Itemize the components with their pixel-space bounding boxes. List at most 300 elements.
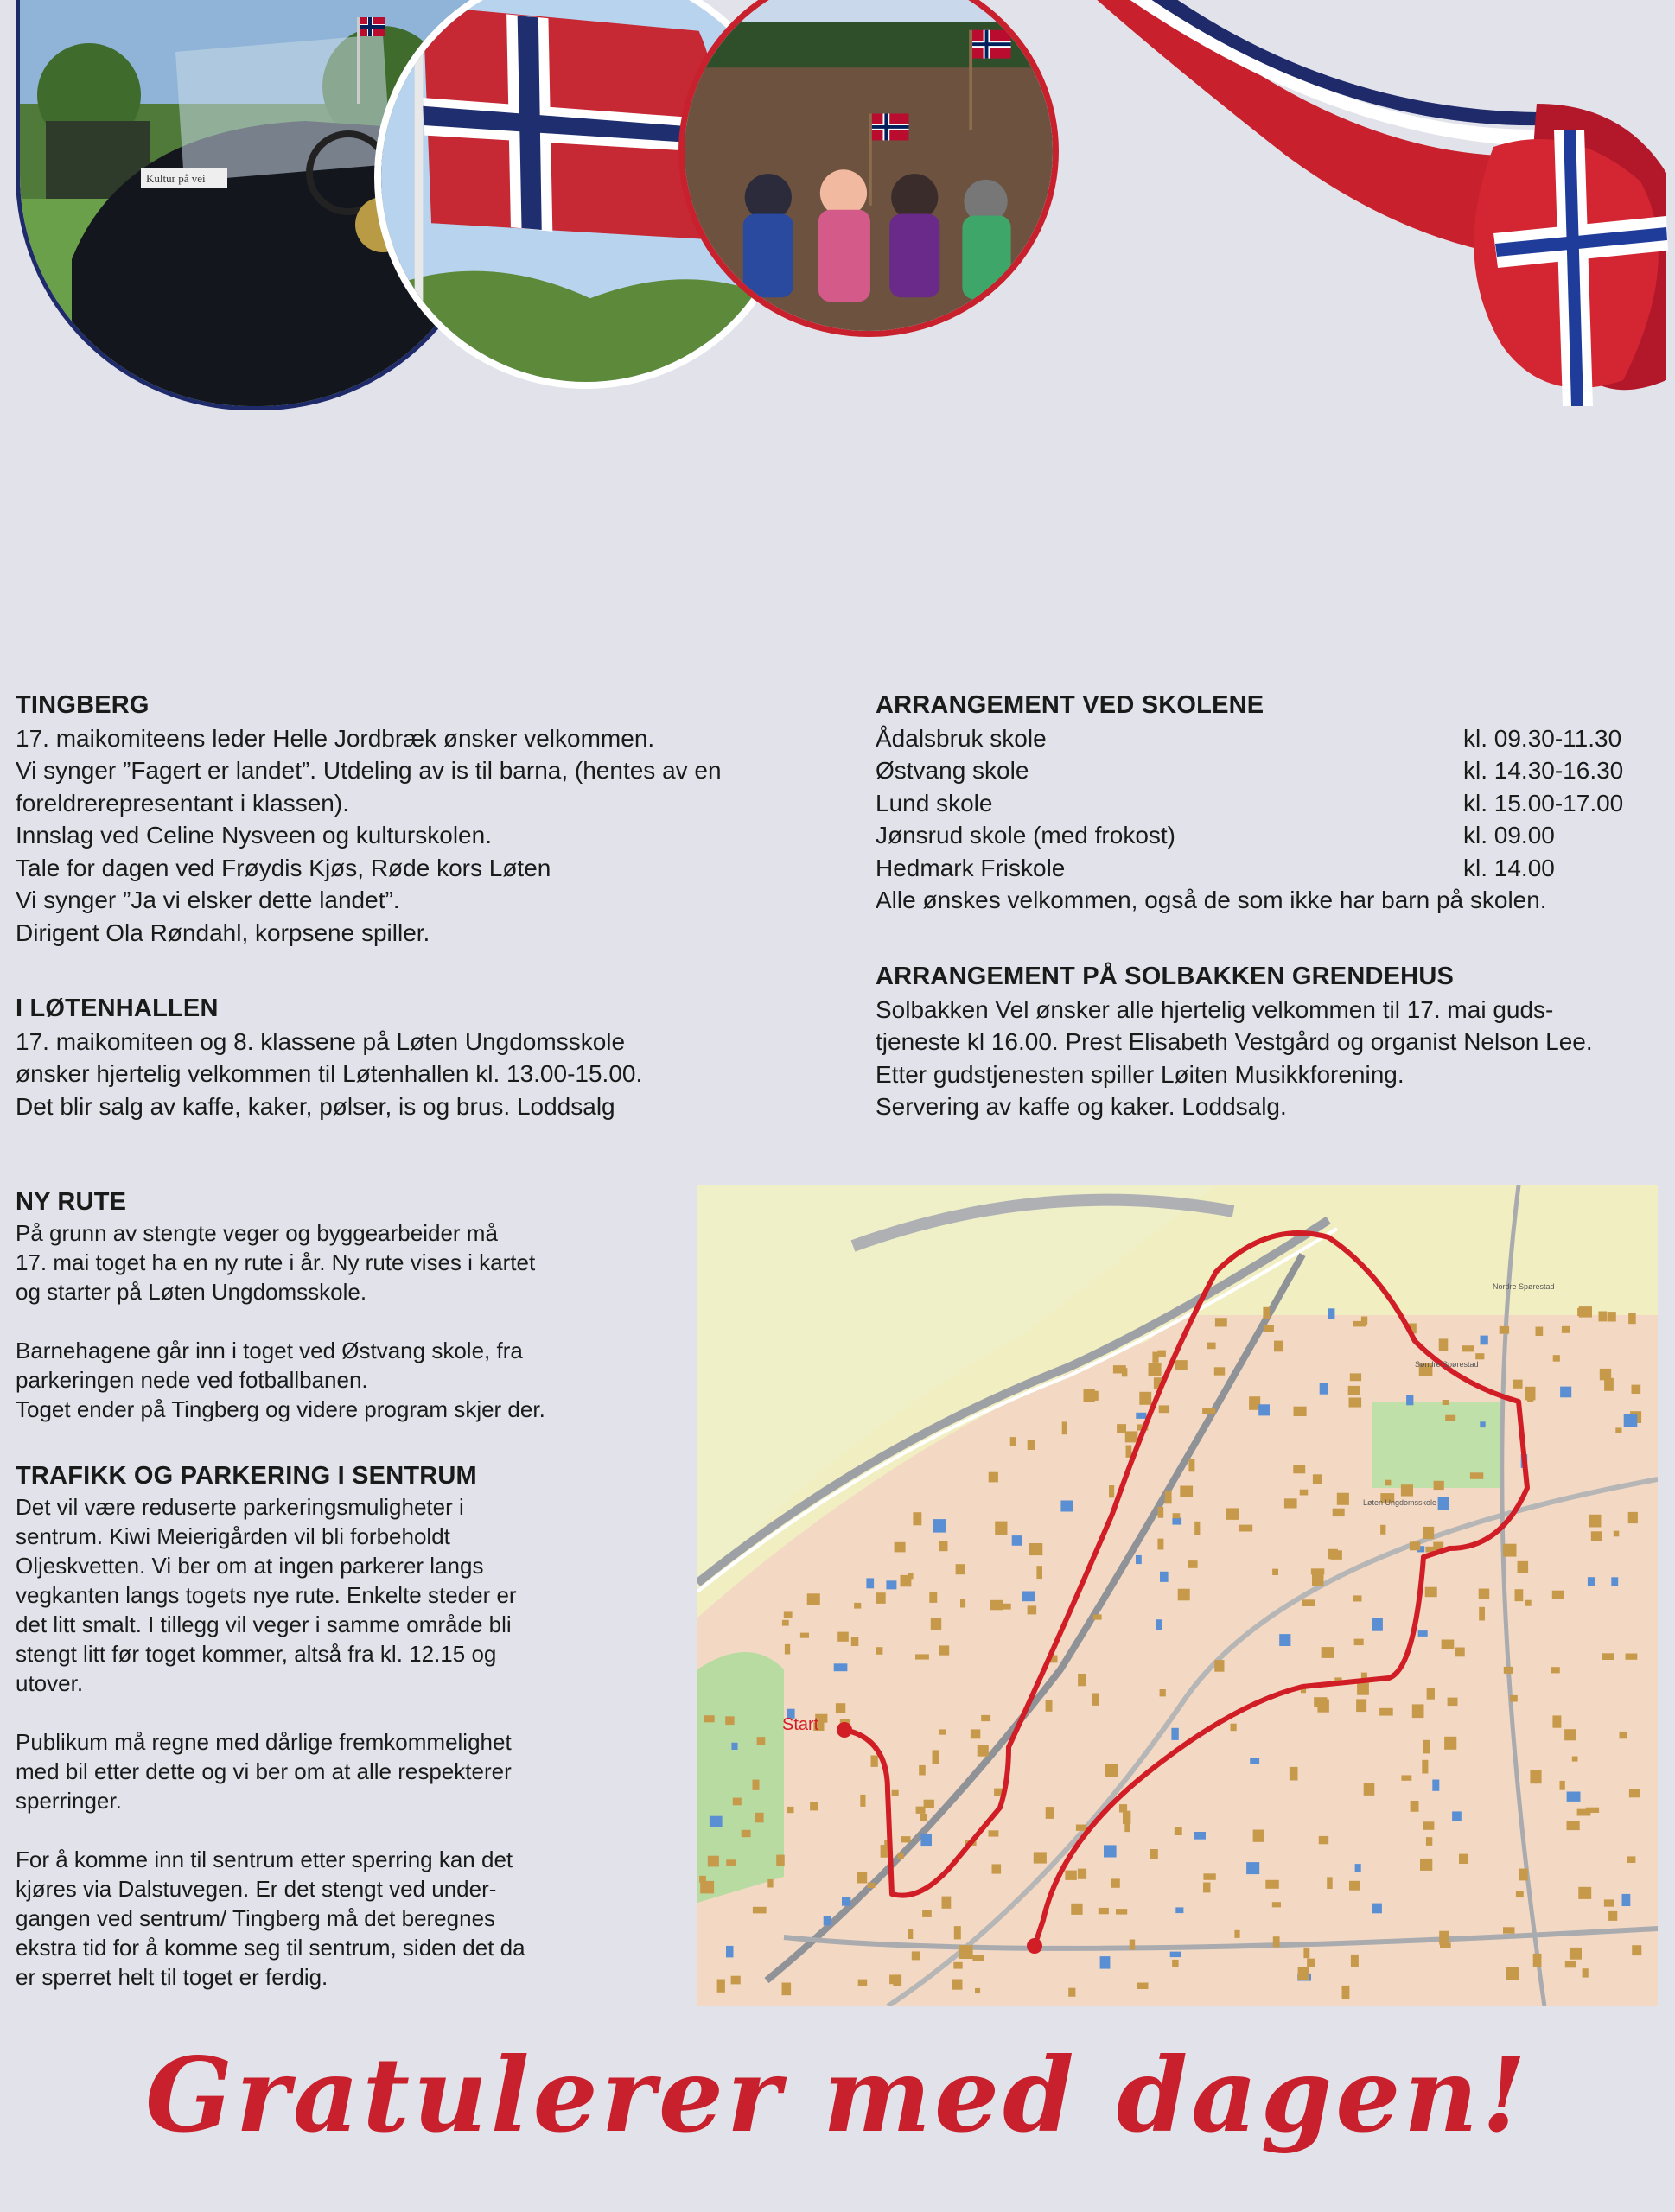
map-building (1117, 1424, 1126, 1433)
map-building (1475, 1353, 1484, 1359)
lotenhallen-line: Det blir salg av kaffe, kaker, pølser, is og brus. Loddsalg (16, 1092, 615, 1120)
map-building (1123, 1811, 1130, 1824)
map-building (1279, 1634, 1290, 1646)
map-building (1423, 1740, 1430, 1754)
map-building (1626, 1654, 1638, 1660)
tingberg-line: Vi synger ”Fagert er landet”. Utdeling av is til barna, (hentes av en (16, 757, 722, 784)
map-building (1149, 1363, 1162, 1376)
map-building (1591, 1531, 1602, 1541)
map-building (933, 1519, 946, 1533)
map-building (1139, 1392, 1151, 1405)
map-building (954, 1926, 961, 1939)
map-building (1479, 1607, 1485, 1621)
map-building (1423, 1821, 1434, 1830)
map-building (972, 1955, 984, 1961)
solbakken-section (876, 961, 1653, 1123)
map-building (1294, 1407, 1307, 1416)
map-building (836, 1703, 845, 1713)
map-building (1444, 1737, 1456, 1750)
map-building (1372, 1904, 1382, 1914)
map-building (897, 1853, 903, 1859)
map-building (1084, 1389, 1095, 1402)
map-building (1602, 1653, 1614, 1660)
map-building (1307, 1959, 1315, 1967)
map-building (1109, 1485, 1114, 1497)
map-building (851, 1637, 859, 1646)
trafikk-line: vegkanten langs togets nye rute. Enkelte steder er (16, 1582, 517, 1608)
solbakken-line: Etter gudstjenesten spiller Løiten Musikkforening. (876, 1060, 1404, 1088)
map-building (1293, 1465, 1305, 1474)
map-building (860, 1795, 865, 1807)
map-building (1320, 1383, 1328, 1395)
solbakken-line: Servering av kaffe og kaker. Loddsalg. (876, 1093, 1287, 1120)
map-building (1455, 1648, 1465, 1657)
map-building (1530, 1770, 1541, 1783)
map-building (1503, 1544, 1517, 1557)
map-building (731, 1976, 741, 1985)
map-building (1552, 1715, 1561, 1727)
map-building (1443, 1400, 1449, 1405)
map-building (1410, 1541, 1420, 1550)
norwegian-flag-ribbon-icon (1087, 0, 1675, 449)
map-building (1165, 1491, 1172, 1503)
map-building (1562, 1326, 1570, 1333)
map-building (1452, 1811, 1462, 1821)
map-building (854, 1603, 861, 1609)
ny-rute-line: og starter på Løten Ungdomsskole. (16, 1279, 367, 1305)
trafikk-title: TRAFIKK OG PARKERING I SENTRUM (16, 1462, 477, 1490)
map-building (1175, 1827, 1182, 1835)
tingberg-line: Tale for dagen ved Frøydis Kjøs, Røde kors Løten (16, 854, 551, 881)
map-building (1420, 1859, 1432, 1871)
map-building (1263, 1307, 1270, 1319)
map-building (1264, 1325, 1274, 1332)
map-building (1583, 1968, 1589, 1977)
map-building (876, 1647, 882, 1655)
trafikk-line: ekstra tid for å komme seg til sentrum, siden det da (16, 1935, 525, 1961)
map-building (1160, 1689, 1166, 1696)
map-building (908, 1929, 913, 1939)
map-building (913, 1512, 921, 1525)
map-building (1432, 1780, 1439, 1791)
map-building (1351, 1955, 1359, 1967)
map-building (1111, 1878, 1120, 1887)
car-sign-text: Kultur på vei (146, 172, 206, 185)
map-building (956, 1564, 965, 1574)
map-building (1071, 1904, 1082, 1915)
map-building (699, 1876, 706, 1883)
map-building (908, 1573, 913, 1579)
map-building (1034, 1852, 1047, 1863)
map-building (1503, 1927, 1515, 1933)
map-building (776, 1855, 785, 1866)
map-building (1202, 1408, 1215, 1414)
map-building (1203, 1873, 1215, 1880)
map-building (1100, 1956, 1111, 1969)
map-building (704, 1715, 715, 1722)
lotenhallen-line: ønsker hjertelig velkommen til Løtenhallen kl. 13.00-15.00. (16, 1060, 643, 1087)
map-building (922, 1910, 932, 1917)
map-building (1354, 1639, 1364, 1646)
map-place-label: Søndre Spørestad (1415, 1360, 1479, 1369)
map-building (1364, 1783, 1375, 1796)
map-building (1214, 1660, 1224, 1672)
map-building (1629, 1789, 1640, 1798)
trafikk-line: utover. (16, 1670, 84, 1696)
map-building (710, 1816, 723, 1827)
map-building (895, 1542, 906, 1553)
trafikk-line: sentrum. Kiwi Meierigården vil bli forbeholdt (16, 1523, 450, 1549)
map-building (920, 1814, 927, 1821)
map-building (1078, 1869, 1086, 1879)
map-building (1092, 1694, 1099, 1706)
map-building (1136, 1413, 1146, 1419)
ny-rute-line: På grunn av stengte veger og byggearbeider må (16, 1220, 498, 1246)
map-building (1328, 1308, 1334, 1319)
ny-rute-section (16, 1185, 681, 1424)
map-building (1412, 1704, 1424, 1718)
map-building (1093, 1614, 1102, 1619)
school-name: Jønsrud skole (med frokost) (876, 822, 1175, 849)
map-building (1175, 1360, 1188, 1370)
map-building (920, 1834, 932, 1846)
map-building (834, 1663, 848, 1671)
map-building (1411, 1801, 1419, 1812)
map-building (1599, 1312, 1608, 1322)
lotenhallen-section (16, 993, 845, 1122)
map-building (782, 1620, 789, 1626)
map-building (1214, 1367, 1225, 1375)
map-building (1170, 1952, 1181, 1958)
map-building (1156, 1619, 1162, 1630)
map-building (1627, 1856, 1636, 1863)
school-row (876, 722, 1632, 755)
map-building (1012, 1535, 1022, 1546)
map-building (1372, 1618, 1383, 1630)
solbakken-line: Solbakken Vel ønsker alle hjertelig velkommen til 17. mai guds- (876, 995, 1554, 1023)
map-building (726, 1946, 734, 1958)
map-building (992, 1864, 1002, 1873)
map-building (1303, 1948, 1309, 1958)
map-building (1525, 1387, 1536, 1401)
map-building (1442, 1640, 1455, 1649)
map-building (1426, 1837, 1432, 1846)
map-building (1560, 1781, 1565, 1790)
map-building (1028, 1440, 1035, 1450)
map-building (952, 1980, 963, 1990)
map-building (1319, 1836, 1328, 1844)
map-building (1440, 1942, 1451, 1948)
school-row (876, 754, 1632, 787)
map-building (1551, 1667, 1560, 1673)
map-building (800, 1633, 809, 1638)
greeting-text: Gratulerer med dagen! (145, 2035, 1530, 2155)
map-building (1620, 1732, 1627, 1738)
school-name: Østvang skole (876, 757, 1029, 784)
map-building (1536, 1327, 1544, 1337)
map-building (1567, 1821, 1580, 1831)
map-building (842, 1897, 850, 1906)
map-building (1611, 1577, 1618, 1586)
tingberg-line: Vi synger ”Ja vi elsker dette landet”. (16, 887, 400, 913)
map-building (1178, 1589, 1190, 1601)
school-time: kl. 15.00-17.00 (1463, 789, 1624, 817)
map-building (857, 1872, 867, 1883)
map-building (1448, 1698, 1458, 1707)
map-building (1379, 1708, 1393, 1716)
map-building (1560, 1387, 1571, 1398)
map-building (1046, 1807, 1054, 1819)
map-building (1519, 1869, 1528, 1881)
map-building (1624, 1414, 1638, 1427)
map-building (1480, 1421, 1485, 1427)
map-building (1628, 1313, 1636, 1324)
school-name: Lund skole (876, 789, 993, 817)
map-building (924, 1800, 934, 1808)
map-building (1380, 1525, 1385, 1535)
map-building (960, 1599, 965, 1607)
map-building (1078, 1674, 1086, 1686)
map-building (1000, 1604, 1011, 1610)
map-building (1632, 1385, 1641, 1394)
map-building (1157, 1539, 1163, 1550)
map-building (1113, 1365, 1126, 1373)
map-building (1172, 1960, 1179, 1967)
map-building (1337, 1493, 1349, 1505)
tingberg-line: foreldrerepresentant i klassen). (16, 789, 349, 817)
map-building (1632, 1945, 1641, 1955)
map-building (1124, 1823, 1130, 1832)
map-building (1510, 1695, 1518, 1702)
map-start-label: Start (782, 1715, 819, 1734)
ny-rute-title: NY RUTE (16, 1188, 127, 1216)
trafikk-line: For å komme inn til sentrum etter sperring kan det (16, 1847, 513, 1872)
map-building (931, 1618, 941, 1630)
map-building (1628, 1512, 1638, 1523)
map-building (824, 1916, 831, 1926)
map-building (915, 1654, 929, 1659)
map-building (1060, 1501, 1073, 1512)
map-building (726, 1859, 736, 1866)
map-building (933, 1750, 939, 1764)
map-building (1401, 1484, 1413, 1496)
map-building (1099, 1908, 1109, 1914)
map-building (1439, 1931, 1449, 1945)
map-building (1126, 1446, 1132, 1458)
map-building (1029, 1543, 1043, 1555)
skolene-footer: Alle ønskes velkommen, også de som ikke har barn på skolen. (876, 887, 1547, 913)
school-name: Ådalsbruk skole (876, 724, 1047, 752)
map-building (953, 1962, 962, 1969)
tingberg-line: 17. maikomiteens leder Helle Jordbræk ønsker velkommen. (16, 724, 655, 752)
map-building (1328, 1549, 1338, 1560)
map-building (939, 1729, 946, 1734)
map-building (1515, 1589, 1524, 1601)
map-building (1589, 1515, 1602, 1528)
map-building (1518, 1561, 1529, 1573)
map-building (1481, 1336, 1488, 1345)
map-building (1552, 1591, 1564, 1599)
map-building (1342, 1986, 1350, 1999)
map-building (1479, 1589, 1490, 1599)
map-building (1434, 1481, 1444, 1490)
map-building (1311, 1568, 1324, 1574)
map-building (1258, 1404, 1270, 1415)
skolene-title: ARRANGEMENT VED SKOLENE (876, 691, 1264, 719)
map-building (787, 1807, 794, 1813)
lotenhallen-title: I LØTENHALLEN (16, 995, 219, 1022)
map-building (919, 1765, 926, 1776)
map-building (1353, 1595, 1362, 1601)
map-building (1516, 1891, 1524, 1897)
map-building (929, 1592, 937, 1603)
map-building (1253, 1830, 1264, 1842)
map-building (1322, 1648, 1332, 1654)
map-building (1406, 1395, 1413, 1405)
map-building (717, 1980, 725, 1993)
map-building (1401, 1775, 1411, 1780)
tingberg-section (16, 690, 845, 949)
map-building (1207, 1343, 1216, 1350)
map-building (810, 1802, 818, 1810)
map-building (1422, 1760, 1428, 1774)
school-time: kl. 14.00 (1463, 854, 1555, 881)
map-building (733, 1798, 742, 1806)
map-building (886, 1580, 896, 1589)
map-building (866, 1578, 874, 1588)
map-building (1418, 1630, 1428, 1637)
map-building (1615, 1427, 1621, 1433)
map-building (1423, 1527, 1434, 1539)
map-building (1119, 1804, 1127, 1812)
map-building (1234, 1930, 1239, 1938)
map-building (1608, 1911, 1617, 1921)
map-building (1231, 1724, 1237, 1732)
map-building (1506, 1967, 1519, 1980)
map-building (959, 1945, 973, 1959)
map-place-label: Nordre Spørestad (1493, 1282, 1555, 1291)
map-building (1188, 1459, 1194, 1472)
map-building (1290, 1767, 1298, 1781)
map-building (753, 1780, 760, 1790)
map-building (1504, 1667, 1513, 1674)
ny-rute-line: Barnehagene går inn i toget ved Østvang skole, fra (16, 1338, 523, 1363)
map-building (1160, 1572, 1169, 1582)
map-building (1588, 1577, 1595, 1586)
tingberg-title: TINGBERG (16, 691, 150, 719)
map-building (1622, 1894, 1631, 1906)
map-building (1062, 1421, 1067, 1434)
map-building (1150, 1849, 1158, 1859)
trafikk-section (16, 1459, 681, 1992)
map-building (1579, 1306, 1592, 1318)
map-building (975, 1988, 980, 1993)
map-building (1022, 1592, 1035, 1602)
map-building (1604, 1378, 1614, 1391)
map-building (1036, 1566, 1042, 1579)
map-building (1385, 1480, 1391, 1486)
map-building (731, 1743, 737, 1750)
tingberg-line: Innslag ved Celine Nysveen og kulturskolen. (16, 822, 492, 849)
map-building (1272, 1569, 1278, 1575)
map-building (1462, 1345, 1474, 1351)
map-building (1333, 1509, 1345, 1516)
trafikk-line: Det vil være reduserte parkeringsmuligheter i (16, 1494, 464, 1520)
map-building (1564, 1729, 1576, 1740)
trafikk-line: stengt litt før toget kommer, altså fra kl. 12.15 og (16, 1641, 497, 1667)
solbakken-title: ARRANGEMENT PÅ SOLBAKKEN GRENDEHUS (876, 963, 1454, 990)
map-building (901, 1836, 910, 1842)
map-building (871, 1756, 878, 1767)
map-building (939, 1645, 949, 1655)
trafikk-line: Publikum må regne med dårlige fremkommelighet (16, 1729, 512, 1755)
map-building (889, 1975, 900, 1985)
map-building (1565, 1961, 1576, 1967)
map-building (1104, 1845, 1117, 1857)
map-building (1152, 1352, 1158, 1363)
map-building (1136, 1555, 1142, 1564)
skolene-section (876, 690, 1632, 917)
school-time: kl. 09.30-11.30 (1463, 724, 1622, 752)
map-building (1349, 1881, 1360, 1891)
map-building (1500, 1326, 1509, 1334)
map-building (1130, 1940, 1136, 1950)
map-building (1425, 1587, 1437, 1598)
map-building (1158, 1507, 1164, 1518)
map-building (1604, 1899, 1614, 1906)
map-building (708, 1856, 719, 1867)
tingberg-line: Dirigent Ola Røndahl, korpsene spiller. (16, 918, 430, 946)
map-building (978, 1745, 989, 1757)
map-building (1265, 1880, 1279, 1889)
map-building (1567, 1792, 1581, 1802)
trafikk-line: med bil etter dette og vi ber om at alle respekterer (16, 1758, 512, 1784)
trafikk-line: Oljeskvetten. Vi ber om at ingen parkerer langs (16, 1553, 484, 1579)
map-building (942, 1897, 952, 1909)
trafikk-line: er sperret helt til toget er ferdig. (16, 1964, 328, 1990)
map-building (1065, 1871, 1076, 1880)
map-building (1302, 1599, 1315, 1606)
map-building (1239, 1525, 1252, 1532)
map-building (1250, 1758, 1259, 1764)
map-building (1116, 1909, 1127, 1915)
map-building (1356, 1699, 1366, 1712)
trafikk-line: kjøres via Dalstuvegen. Er det stengt ved under- (16, 1876, 497, 1902)
map-building (1273, 1936, 1280, 1947)
map-building (1348, 1386, 1360, 1395)
map-building (1173, 1513, 1181, 1518)
school-row (876, 787, 1632, 820)
map-building (939, 1541, 948, 1552)
map-building (1570, 1948, 1582, 1960)
map-building (1525, 1600, 1532, 1606)
map-building (700, 1881, 714, 1894)
map-building (989, 1830, 999, 1836)
map-building (1068, 1988, 1075, 1997)
map-building (1614, 1531, 1620, 1537)
map-building (1553, 1355, 1560, 1362)
map-building (1274, 1341, 1283, 1352)
map-building (995, 1522, 1007, 1535)
map-building (1513, 1380, 1523, 1389)
map-building (1180, 1486, 1193, 1497)
map-building (1470, 1472, 1483, 1479)
map-building (1350, 1373, 1361, 1381)
map-building (1157, 1351, 1166, 1357)
map-building (1046, 1700, 1053, 1712)
ny-rute-line: Toget ender på Tingberg og videre program skjer der. (16, 1396, 545, 1422)
school-time: kl. 09.00 (1463, 822, 1555, 849)
